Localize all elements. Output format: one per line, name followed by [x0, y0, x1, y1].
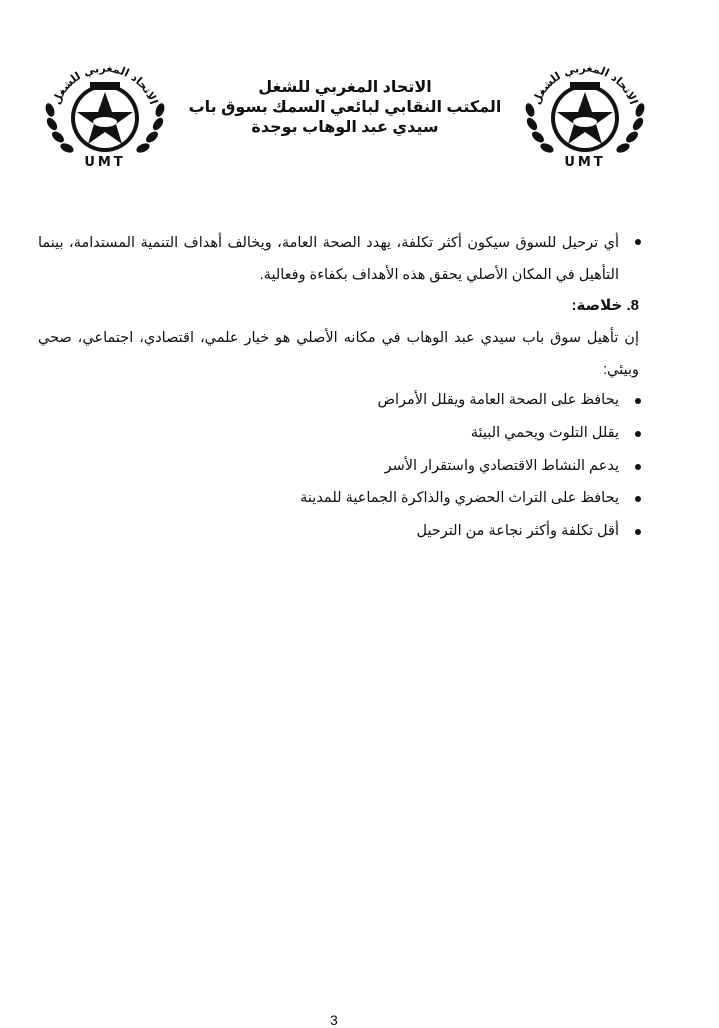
conclusion-paragraph: إن تأهيل سوق باب سيدي عبد الوهاب في مكانه الأصلي هو خيار علمي، اقتصادي، اجتماعي، صحي وبيئي:: [38, 330, 639, 378]
list-item: [416, 523, 619, 539]
list-item-text: يقلل التلوث ويحمي البيئة: [470, 425, 619, 441]
list-item-text: أي ترحيل للسوق سيكون أكثر تكلفة، يهدد الصحة العامة، ويخالف أهداف التنمية المستدامة، بينما التأهيل في المكان الأصلي يحقق هذه الأهداف بكفاءة وفعالية.: [38, 235, 619, 283]
section-heading: [572, 296, 639, 314]
page-number: 3: [330, 1012, 338, 1028]
bullet-icon: [635, 398, 641, 404]
bullet-icon: [635, 464, 641, 470]
section-title: خلاصة:: [571, 297, 623, 314]
umt-emblem-icon: [30, 40, 180, 170]
bullet-icon: [635, 529, 641, 535]
header-line-3: سيدي عبد الوهاب بوجدة: [251, 119, 439, 136]
list-item: [471, 425, 619, 441]
section-number: 8.: [626, 297, 639, 314]
list-item: [377, 392, 619, 408]
bullet-icon: [635, 431, 641, 437]
logo-arc-text: الاتحاد المغربي للشغل: [49, 61, 161, 107]
list-item: [385, 458, 619, 474]
logo-acronym: UMT: [84, 155, 126, 170]
umt-logo-left: [30, 40, 180, 170]
header-line-2: المكتب النقابي لبائعي السمك بسوق باب: [188, 99, 502, 116]
logo-acronym: UMT: [564, 155, 606, 170]
letterhead: [180, 78, 510, 138]
umt-logo-right: [510, 40, 660, 170]
bullet-icon: [635, 496, 641, 502]
list-item-text: يحافظ على التراث الحضري والذاكرة الجماعية للمدينة: [300, 490, 619, 506]
list-item-text: يحافظ على الصحة العامة ويقلل الأمراض: [377, 392, 619, 408]
list-item: [38, 227, 619, 291]
bullet-icon: [635, 239, 641, 245]
list-item-text: أقل تكلفة وأكثر نجاعة من الترحيل: [416, 523, 619, 539]
list-item: [300, 490, 619, 506]
list-item-text: يدعم النشاط الاقتصادي واستقرار الأسر: [384, 458, 619, 474]
umt-emblem-icon: [510, 40, 660, 170]
header-line-1: الاتحاد المغربي للشغل: [258, 79, 432, 96]
logo-arc-text: الاتحاد المغربي للشغل: [529, 61, 641, 107]
